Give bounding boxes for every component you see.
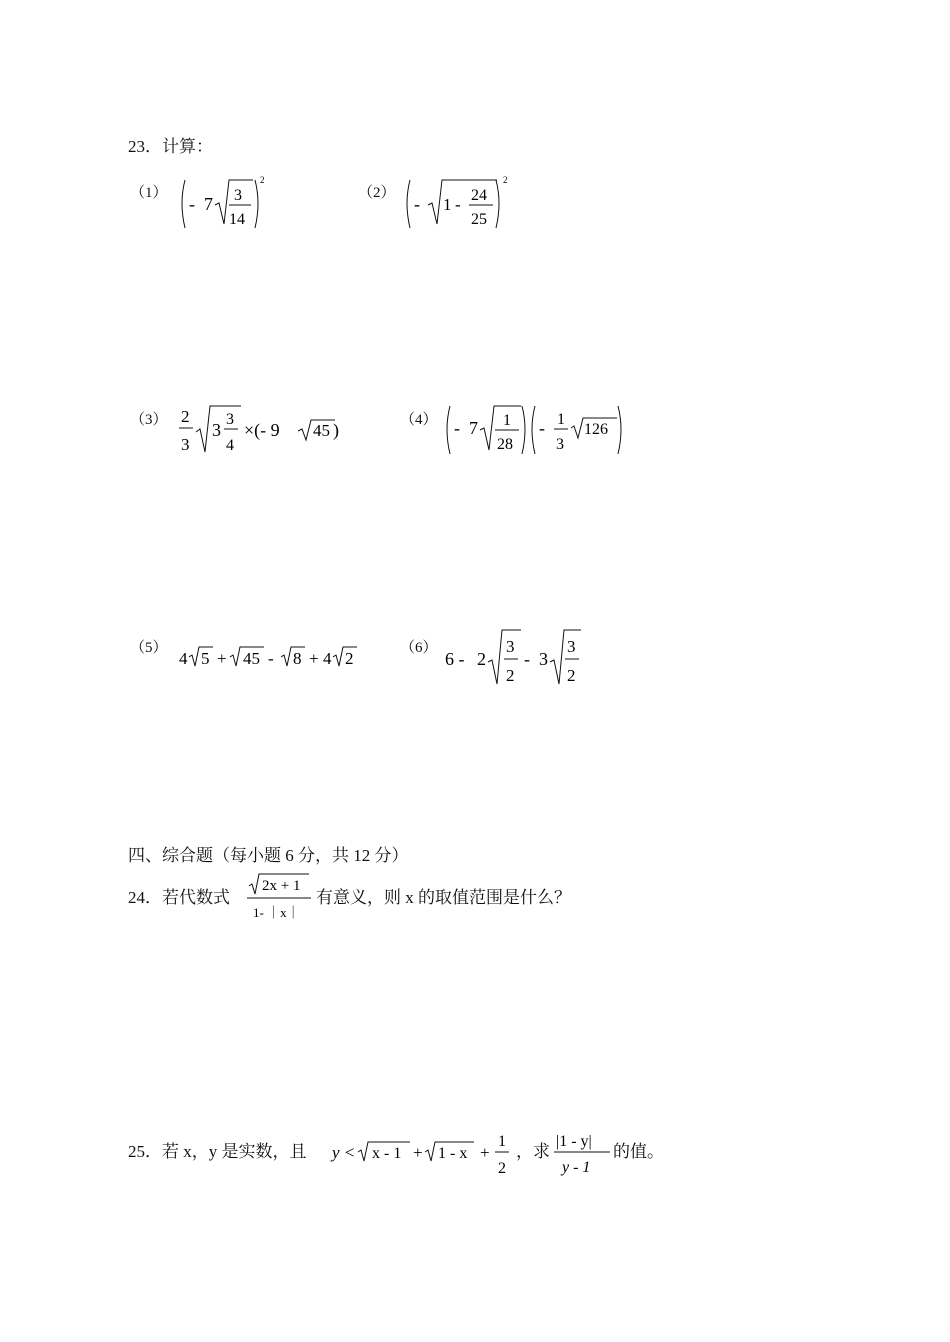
right-paren [496,180,499,228]
question-25-mid: ，求 [516,1142,550,1161]
numerator: 3 [234,187,242,204]
coefficient: 7 [469,418,478,438]
mixed-numerator: 3 [226,411,234,428]
plus-2: + [480,1143,490,1162]
expression-part-2 [401,172,541,234]
section-4-title: 四、综合题（每小题 6 分，共 12 分） [128,846,409,865]
op-3: + [309,649,319,668]
term-4-coef: 4 [323,649,332,668]
question-25-inequality [330,1126,530,1182]
half-denominator: 2 [498,1160,506,1177]
radical-1 [488,630,521,684]
part-5-label: （5） [130,640,168,656]
fraction-denominator: 3 [556,436,564,453]
part-3-label: （3） [130,412,168,428]
op: - [524,649,530,669]
right-paren-1 [522,406,525,454]
part-4-label: （4） [400,412,438,428]
exponent: 2 [503,175,508,185]
numerator-1: 3 [506,637,515,656]
radical-2 [550,630,581,684]
minus: - [455,195,461,214]
question-25-suffix: 的值。 [613,1142,664,1161]
one: 1 [443,195,452,214]
question-24-suffix: 有意义，则 x 的取值范围是什么？ [316,888,571,907]
plus-1: + [413,1143,423,1162]
denominator: 1- ｜x｜ [253,905,300,920]
numerator: 1 [503,412,511,429]
question-25-fraction [552,1126,614,1182]
expression-part-1 [175,172,255,234]
sign: - [414,194,420,214]
half-numerator: 1 [498,1133,506,1150]
close-paren: ) [333,420,339,440]
term-1-coef: 4 [179,649,188,668]
question-25-prefix: 25．若 x，y 是实数，且 [128,1142,307,1161]
sign-2: - [539,418,545,438]
expression-part-6 [443,624,593,690]
question-23-header: 23．计算： [128,137,213,156]
denominator-2: 2 [567,666,576,685]
expression-part-3 [175,398,375,464]
left-paren [407,180,410,228]
radicand-2: 45 [243,649,260,668]
fraction-numerator: 2 [181,407,190,426]
denominator: 14 [229,211,245,228]
mixed-denominator: 4 [226,437,234,454]
radicand-1: x - 1 [372,1145,402,1162]
fraction-numerator: |1 - y| [556,1133,592,1150]
denominator: 28 [497,436,513,453]
right-paren-2 [618,406,621,454]
expression-part-4 [441,398,631,460]
numerator: 24 [471,187,487,204]
op-2: - [268,649,274,668]
part-1-label: （1） [130,185,168,201]
mixed-whole: 3 [212,420,221,440]
right-paren [255,180,258,228]
question-24-prefix: 24．若代数式 [128,888,230,907]
radicand-1: 5 [201,649,210,668]
fraction-denominator: 3 [181,435,190,454]
lhs: y < [332,1143,356,1162]
radicand: 126 [584,421,608,438]
part-6-label: （6） [400,640,438,656]
left-paren [182,180,185,228]
question-24-fraction [245,870,315,926]
exponent: 2 [260,175,265,185]
radicand-2: 1 - x [438,1145,468,1162]
left-paren-1 [447,406,450,454]
sign: - [189,194,195,214]
part-2-label: （2） [358,185,396,201]
coef-1: 2 [477,649,486,669]
coefficient: 7 [204,194,213,214]
expression-part-1-close [252,172,272,234]
left-paren-2 [532,406,535,454]
six-minus: 6 - [445,649,465,669]
expression-part-5 [177,640,377,672]
numerator: 2x + 1 [262,878,301,894]
radicand: 45 [313,421,330,440]
op-1: + [217,649,227,668]
denominator: 25 [471,211,487,228]
numerator-2: 3 [567,637,576,656]
fraction-numerator: 1 [557,411,565,428]
radicand-3: 8 [293,649,302,668]
fraction-denominator: y - 1 [562,1159,591,1176]
coef-2: 3 [539,649,548,669]
sign: - [454,418,460,438]
radicand-4: 2 [345,649,354,668]
times-neg-nine: ×(- 9 [244,420,280,440]
denominator-1: 2 [506,666,515,685]
